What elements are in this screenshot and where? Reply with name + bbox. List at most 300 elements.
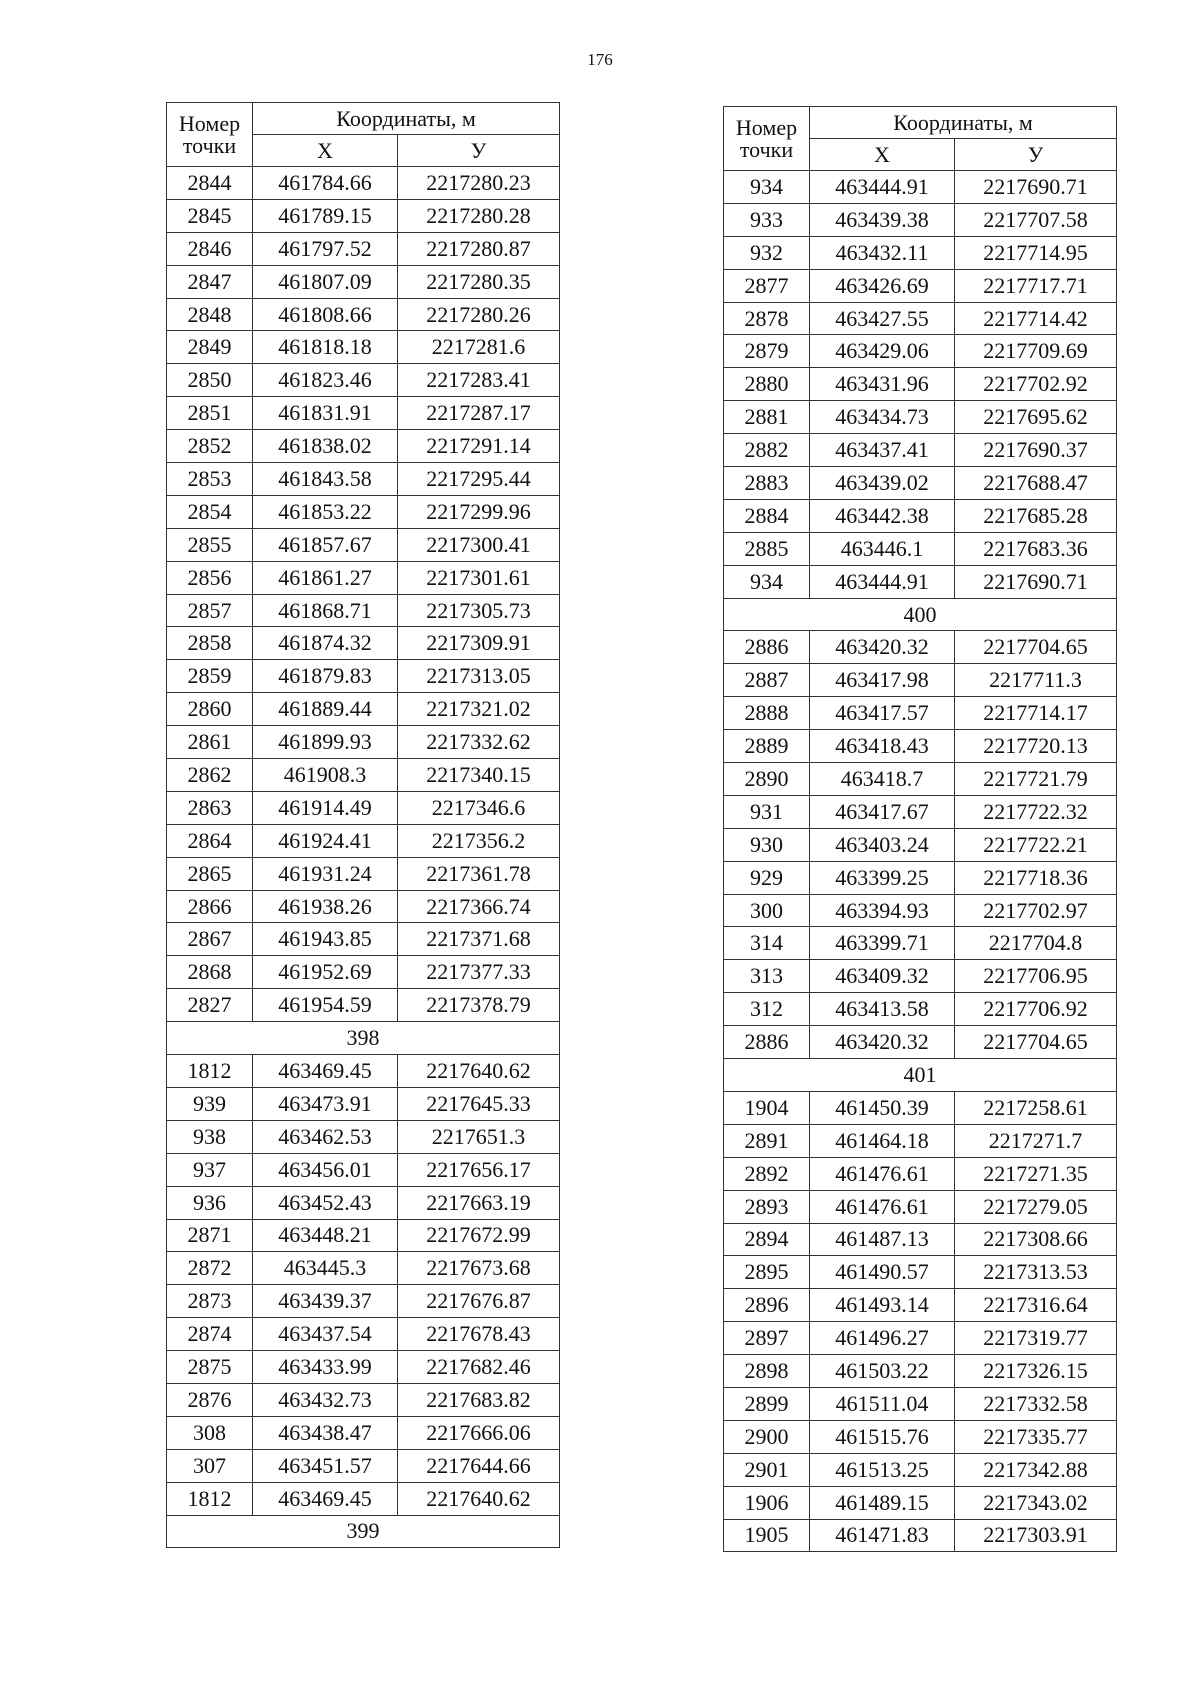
y-coordinate-cell: 2217673.68 [398, 1252, 560, 1285]
y-coordinate-cell: 2217706.92 [955, 993, 1117, 1026]
point-number-cell: 2852 [167, 430, 253, 463]
table-row [724, 401, 1117, 434]
y-coordinate-cell: 2217319.77 [955, 1322, 1117, 1355]
x-coordinate-cell: 463432.73 [253, 1383, 398, 1416]
y-coordinate-cell: 2217704.65 [955, 631, 1117, 664]
x-coordinate-cell: 461487.13 [810, 1223, 955, 1256]
y-coordinate-cell: 2217280.28 [398, 199, 560, 232]
table-row [167, 1449, 560, 1482]
point-number-cell: 2900 [724, 1420, 810, 1453]
x-coordinate-cell: 461861.27 [253, 561, 398, 594]
x-coordinate-cell: 461908.3 [253, 759, 398, 792]
x-coordinate-cell: 461874.32 [253, 627, 398, 660]
y-coordinate-cell: 2217332.58 [955, 1387, 1117, 1420]
x-coordinate-cell: 461503.22 [810, 1355, 955, 1388]
table-row [724, 1289, 1117, 1322]
y-coordinate-cell: 2217704.8 [955, 927, 1117, 960]
point-number-cell: 2884 [724, 499, 810, 532]
table-row [724, 1157, 1117, 1190]
y-coordinate-cell: 2217695.62 [955, 401, 1117, 434]
y-coordinate-cell: 2217711.3 [955, 664, 1117, 697]
y-coordinate-cell: 2217685.28 [955, 499, 1117, 532]
x-coordinate-cell: 463403.24 [810, 828, 955, 861]
point-number-cell: 2883 [724, 467, 810, 500]
x-coordinate-cell: 461797.52 [253, 232, 398, 265]
x-coordinate-cell: 461952.69 [253, 956, 398, 989]
table-row [167, 561, 560, 594]
point-number-cell: 2887 [724, 664, 810, 697]
point-number-cell: 2894 [724, 1223, 810, 1256]
point-number-cell: 2901 [724, 1453, 810, 1486]
y-coordinate-cell: 2217340.15 [398, 759, 560, 792]
point-number-cell: 2866 [167, 890, 253, 923]
table-row [724, 697, 1117, 730]
table-row [167, 726, 560, 759]
x-coordinate-cell: 463420.32 [810, 631, 955, 664]
y-coordinate-cell: 2217271.35 [955, 1157, 1117, 1190]
table-row [724, 1091, 1117, 1124]
y-coordinate-cell: 2217283.41 [398, 364, 560, 397]
point-number-cell: 2874 [167, 1318, 253, 1351]
table-row [724, 1420, 1117, 1453]
section-number: 400 [724, 598, 1117, 631]
point-number-cell: 314 [724, 927, 810, 960]
x-header: X [253, 135, 398, 167]
table-row [167, 331, 560, 364]
point-number-cell: 2855 [167, 528, 253, 561]
y-coordinate-cell: 2217280.26 [398, 298, 560, 331]
table-row [167, 824, 560, 857]
table-row [167, 956, 560, 989]
y-coordinate-cell: 2217366.74 [398, 890, 560, 923]
table-row [167, 1087, 560, 1120]
x-coordinate-cell: 463426.69 [810, 269, 955, 302]
y-coordinate-cell: 2217666.06 [398, 1416, 560, 1449]
x-coordinate-cell: 463427.55 [810, 302, 955, 335]
x-coordinate-cell: 461513.25 [810, 1453, 955, 1486]
point-number-cell: 934 [724, 565, 810, 598]
point-number-cell: 2896 [724, 1289, 810, 1322]
table-row [724, 631, 1117, 664]
table-row [167, 1153, 560, 1186]
section-row [724, 598, 1117, 631]
table-row [167, 989, 560, 1022]
x-coordinate-cell: 461493.14 [810, 1289, 955, 1322]
y-coordinate-cell: 2217720.13 [955, 730, 1117, 763]
point-number-cell: 2862 [167, 759, 253, 792]
point-number-cell: 312 [724, 993, 810, 1026]
point-number-cell: 2867 [167, 923, 253, 956]
y-coordinate-cell: 2217682.46 [398, 1351, 560, 1384]
x-coordinate-cell: 463462.53 [253, 1120, 398, 1153]
x-coordinate-cell: 463439.37 [253, 1285, 398, 1318]
table-row [167, 1318, 560, 1351]
point-number-cell: 2880 [724, 368, 810, 401]
table-row [167, 1120, 560, 1153]
table-row [724, 335, 1117, 368]
table-row [724, 1519, 1117, 1552]
y-coordinate-cell: 2217644.66 [398, 1449, 560, 1482]
point-number-cell: 933 [724, 203, 810, 236]
x-coordinate-cell: 461843.58 [253, 463, 398, 496]
y-coordinate-cell: 2217640.62 [398, 1482, 560, 1515]
point-number-cell: 2859 [167, 660, 253, 693]
y-coordinate-cell: 2217258.61 [955, 1091, 1117, 1124]
y-header: У [955, 139, 1117, 171]
point-number-cell: 2897 [724, 1322, 810, 1355]
table-row [167, 1416, 560, 1449]
point-number-cell: 2878 [724, 302, 810, 335]
table-row [724, 1486, 1117, 1519]
y-coordinate-cell: 2217721.79 [955, 763, 1117, 796]
table-row [724, 894, 1117, 927]
table-row [167, 759, 560, 792]
point-number-cell: 2850 [167, 364, 253, 397]
point-number-cell: 2856 [167, 561, 253, 594]
y-coordinate-cell: 2217702.92 [955, 368, 1117, 401]
y-coordinate-cell: 2217332.62 [398, 726, 560, 759]
y-coordinate-cell: 2217313.05 [398, 660, 560, 693]
point-number-cell: 2877 [724, 269, 810, 302]
table-row [724, 532, 1117, 565]
y-coordinate-cell: 2217356.2 [398, 824, 560, 857]
point-number-cell: 1812 [167, 1482, 253, 1515]
point-number-header-line2: точки [739, 136, 794, 162]
table-row [167, 232, 560, 265]
y-coordinate-cell: 2217718.36 [955, 861, 1117, 894]
table-row [724, 927, 1117, 960]
point-number-cell: 2892 [724, 1157, 810, 1190]
y-coordinate-cell: 2217309.91 [398, 627, 560, 660]
table-row [167, 1383, 560, 1416]
x-coordinate-cell: 461899.93 [253, 726, 398, 759]
y-coordinate-cell: 2217709.69 [955, 335, 1117, 368]
x-coordinate-cell: 463417.57 [810, 697, 955, 730]
x-coordinate-cell: 461943.85 [253, 923, 398, 956]
x-coordinate-cell: 461823.46 [253, 364, 398, 397]
table-row [167, 1351, 560, 1384]
point-number-cell: 2861 [167, 726, 253, 759]
y-coordinate-cell: 2217683.82 [398, 1383, 560, 1416]
table-row [724, 1223, 1117, 1256]
y-coordinate-cell: 2217280.23 [398, 167, 560, 200]
point-number-cell: 932 [724, 236, 810, 269]
coordinates-header: Координаты, м [810, 107, 1117, 139]
x-coordinate-cell: 463399.71 [810, 927, 955, 960]
y-coordinate-cell: 2217688.47 [955, 467, 1117, 500]
y-coordinate-cell: 2217300.41 [398, 528, 560, 561]
y-coordinate-cell: 2217683.36 [955, 532, 1117, 565]
y-coordinate-cell: 2217714.42 [955, 302, 1117, 335]
x-coordinate-cell: 461511.04 [810, 1387, 955, 1420]
table-row [724, 236, 1117, 269]
y-header: У [398, 135, 560, 167]
table-row [167, 693, 560, 726]
table-row [724, 1190, 1117, 1223]
y-coordinate-cell: 2217299.96 [398, 495, 560, 528]
x-coordinate-cell: 461838.02 [253, 430, 398, 463]
point-number-cell: 2889 [724, 730, 810, 763]
x-coordinate-cell: 463431.96 [810, 368, 955, 401]
table-row [167, 364, 560, 397]
y-coordinate-cell: 2217335.77 [955, 1420, 1117, 1453]
table-row [167, 265, 560, 298]
x-coordinate-cell: 461853.22 [253, 495, 398, 528]
table-row [167, 1055, 560, 1088]
point-number-cell: 2844 [167, 167, 253, 200]
point-number-cell: 2886 [724, 1026, 810, 1059]
table-row [724, 203, 1117, 236]
point-number-cell: 2873 [167, 1285, 253, 1318]
point-number-cell: 2846 [167, 232, 253, 265]
x-coordinate-cell: 461496.27 [810, 1322, 955, 1355]
x-coordinate-cell: 461914.49 [253, 791, 398, 824]
point-number-cell: 2888 [724, 697, 810, 730]
section-row [724, 1059, 1117, 1092]
point-number-cell: 2868 [167, 956, 253, 989]
table-row [167, 495, 560, 528]
x-coordinate-cell: 461938.26 [253, 890, 398, 923]
point-number-cell: 931 [724, 795, 810, 828]
y-coordinate-cell: 2217281.6 [398, 331, 560, 364]
y-coordinate-cell: 2217690.71 [955, 565, 1117, 598]
point-number-cell: 313 [724, 960, 810, 993]
table-row [167, 430, 560, 463]
x-coordinate-cell: 463442.38 [810, 499, 955, 532]
table-row [724, 565, 1117, 598]
x-coordinate-cell: 461490.57 [810, 1256, 955, 1289]
y-coordinate-cell: 2217672.99 [398, 1219, 560, 1252]
y-coordinate-cell: 2217714.95 [955, 236, 1117, 269]
table-row [167, 1219, 560, 1252]
table-row [724, 861, 1117, 894]
point-number-header-line1: Номер [735, 114, 798, 140]
point-number-header-line2: точки [182, 132, 237, 158]
point-number-cell: 2864 [167, 824, 253, 857]
x-coordinate-cell: 463456.01 [253, 1153, 398, 1186]
point-number-cell: 1904 [724, 1091, 810, 1124]
x-header: X [810, 139, 955, 171]
x-coordinate-cell: 461879.83 [253, 660, 398, 693]
x-coordinate-cell: 463417.67 [810, 795, 955, 828]
point-number-cell: 2882 [724, 434, 810, 467]
table-row [167, 528, 560, 561]
table-row [724, 795, 1117, 828]
point-number-cell: 2886 [724, 631, 810, 664]
y-coordinate-cell: 2217361.78 [398, 857, 560, 890]
point-number-cell: 1812 [167, 1055, 253, 1088]
x-coordinate-cell: 463451.57 [253, 1449, 398, 1482]
x-coordinate-cell: 463437.41 [810, 434, 955, 467]
point-number-header-line1: Номер [178, 110, 241, 136]
table-row [724, 1322, 1117, 1355]
table-row [724, 993, 1117, 1026]
point-number-cell: 2857 [167, 594, 253, 627]
table-row [167, 791, 560, 824]
table-row [167, 594, 560, 627]
point-number-cell: 2895 [724, 1256, 810, 1289]
y-coordinate-cell: 2217321.02 [398, 693, 560, 726]
table-row [167, 1482, 560, 1515]
point-number-cell: 2872 [167, 1252, 253, 1285]
table-row [167, 1252, 560, 1285]
x-coordinate-cell: 461808.66 [253, 298, 398, 331]
x-coordinate-cell: 461450.39 [810, 1091, 955, 1124]
table-row [724, 960, 1117, 993]
section-number: 401 [724, 1059, 1117, 1092]
y-coordinate-cell: 2217280.35 [398, 265, 560, 298]
y-coordinate-cell: 2217676.87 [398, 1285, 560, 1318]
table-row [167, 857, 560, 890]
table-row [724, 1387, 1117, 1420]
x-coordinate-cell: 463394.93 [810, 894, 955, 927]
table-row [167, 463, 560, 496]
table-row [724, 171, 1117, 204]
y-coordinate-cell: 2217301.61 [398, 561, 560, 594]
table-row [724, 828, 1117, 861]
point-number-cell: 2879 [724, 335, 810, 368]
section-row [167, 1515, 560, 1548]
point-number-cell: 2863 [167, 791, 253, 824]
x-coordinate-cell: 463445.3 [253, 1252, 398, 1285]
page-number: 176 [587, 50, 613, 69]
x-coordinate-cell: 461464.18 [810, 1124, 955, 1157]
x-coordinate-cell: 463418.43 [810, 730, 955, 763]
table-row [167, 890, 560, 923]
point-number-cell: 2853 [167, 463, 253, 496]
y-coordinate-cell: 2217280.87 [398, 232, 560, 265]
point-number-cell: 300 [724, 894, 810, 927]
y-coordinate-cell: 2217707.58 [955, 203, 1117, 236]
point-number-cell: 2847 [167, 265, 253, 298]
table-row [724, 467, 1117, 500]
x-coordinate-cell: 463413.58 [810, 993, 955, 1026]
point-number-cell: 307 [167, 1449, 253, 1482]
y-coordinate-cell: 2217271.7 [955, 1124, 1117, 1157]
table-row [724, 1453, 1117, 1486]
section-number: 399 [167, 1515, 560, 1548]
point-number-cell: 2865 [167, 857, 253, 890]
point-number-cell: 938 [167, 1120, 253, 1153]
y-coordinate-cell: 2217343.02 [955, 1486, 1117, 1519]
y-coordinate-cell: 2217690.37 [955, 434, 1117, 467]
x-coordinate-cell: 463446.1 [810, 532, 955, 565]
y-coordinate-cell: 2217342.88 [955, 1453, 1117, 1486]
table-row [724, 499, 1117, 532]
section-row [167, 1022, 560, 1055]
table-body-left [167, 167, 560, 1548]
point-number-cell: 2871 [167, 1219, 253, 1252]
point-number-cell: 934 [724, 171, 810, 204]
table-row [724, 1124, 1117, 1157]
table-row [167, 397, 560, 430]
point-number-cell: 2848 [167, 298, 253, 331]
x-coordinate-cell: 463444.91 [810, 565, 955, 598]
point-number-cell: 308 [167, 1416, 253, 1449]
point-number-cell: 2860 [167, 693, 253, 726]
y-coordinate-cell: 2217303.91 [955, 1519, 1117, 1552]
coordinates-table-right [723, 106, 1117, 1552]
y-coordinate-cell: 2217308.66 [955, 1223, 1117, 1256]
y-coordinate-cell: 2217704.65 [955, 1026, 1117, 1059]
x-coordinate-cell: 461807.09 [253, 265, 398, 298]
point-number-cell: 2890 [724, 763, 810, 796]
x-coordinate-cell: 461476.61 [810, 1190, 955, 1223]
table-row [724, 763, 1117, 796]
table-row [724, 302, 1117, 335]
point-number-cell: 2845 [167, 199, 253, 232]
table-row [167, 298, 560, 331]
x-coordinate-cell: 461818.18 [253, 331, 398, 364]
table-body-right [724, 171, 1117, 1552]
table-row [724, 434, 1117, 467]
point-number-cell: 2827 [167, 989, 253, 1022]
point-number-cell: 2881 [724, 401, 810, 434]
table-row [167, 1285, 560, 1318]
table-row [724, 1355, 1117, 1388]
y-coordinate-cell: 2217663.19 [398, 1186, 560, 1219]
y-coordinate-cell: 2217717.71 [955, 269, 1117, 302]
table-row [724, 1256, 1117, 1289]
point-number-cell: 2885 [724, 532, 810, 565]
point-number-cell: 2893 [724, 1190, 810, 1223]
x-coordinate-cell: 463444.91 [810, 171, 955, 204]
y-coordinate-cell: 2217287.17 [398, 397, 560, 430]
x-coordinate-cell: 463409.32 [810, 960, 955, 993]
y-coordinate-cell: 2217651.3 [398, 1120, 560, 1153]
x-coordinate-cell: 463452.43 [253, 1186, 398, 1219]
x-coordinate-cell: 461954.59 [253, 989, 398, 1022]
x-coordinate-cell: 463433.99 [253, 1351, 398, 1384]
x-coordinate-cell: 463469.45 [253, 1482, 398, 1515]
y-coordinate-cell: 2217295.44 [398, 463, 560, 496]
x-coordinate-cell: 463437.54 [253, 1318, 398, 1351]
y-coordinate-cell: 2217305.73 [398, 594, 560, 627]
point-number-header [167, 103, 253, 167]
x-coordinate-cell: 461471.83 [810, 1519, 955, 1552]
y-coordinate-cell: 2217722.21 [955, 828, 1117, 861]
x-coordinate-cell: 463439.02 [810, 467, 955, 500]
x-coordinate-cell: 463439.38 [810, 203, 955, 236]
table-row [167, 627, 560, 660]
y-coordinate-cell: 2217640.62 [398, 1055, 560, 1088]
point-number-cell: 2875 [167, 1351, 253, 1384]
coordinates-table-left [166, 102, 560, 1548]
y-coordinate-cell: 2217326.15 [955, 1355, 1117, 1388]
x-coordinate-cell: 463448.21 [253, 1219, 398, 1252]
y-coordinate-cell: 2217313.53 [955, 1256, 1117, 1289]
y-coordinate-cell: 2217706.95 [955, 960, 1117, 993]
table-row [167, 199, 560, 232]
x-coordinate-cell: 463429.06 [810, 335, 955, 368]
table-row [724, 730, 1117, 763]
x-coordinate-cell: 461515.76 [810, 1420, 955, 1453]
table-row [724, 664, 1117, 697]
table-row [724, 1026, 1117, 1059]
y-coordinate-cell: 2217645.33 [398, 1087, 560, 1120]
x-coordinate-cell: 461924.41 [253, 824, 398, 857]
y-coordinate-cell: 2217279.05 [955, 1190, 1117, 1223]
table-row [167, 660, 560, 693]
point-number-cell: 2851 [167, 397, 253, 430]
coordinates-header: Координаты, м [253, 103, 560, 135]
x-coordinate-cell: 461789.15 [253, 199, 398, 232]
x-coordinate-cell: 461857.67 [253, 528, 398, 561]
x-coordinate-cell: 463473.91 [253, 1087, 398, 1120]
x-coordinate-cell: 461931.24 [253, 857, 398, 890]
point-number-cell: 1906 [724, 1486, 810, 1519]
y-coordinate-cell: 2217714.17 [955, 697, 1117, 730]
